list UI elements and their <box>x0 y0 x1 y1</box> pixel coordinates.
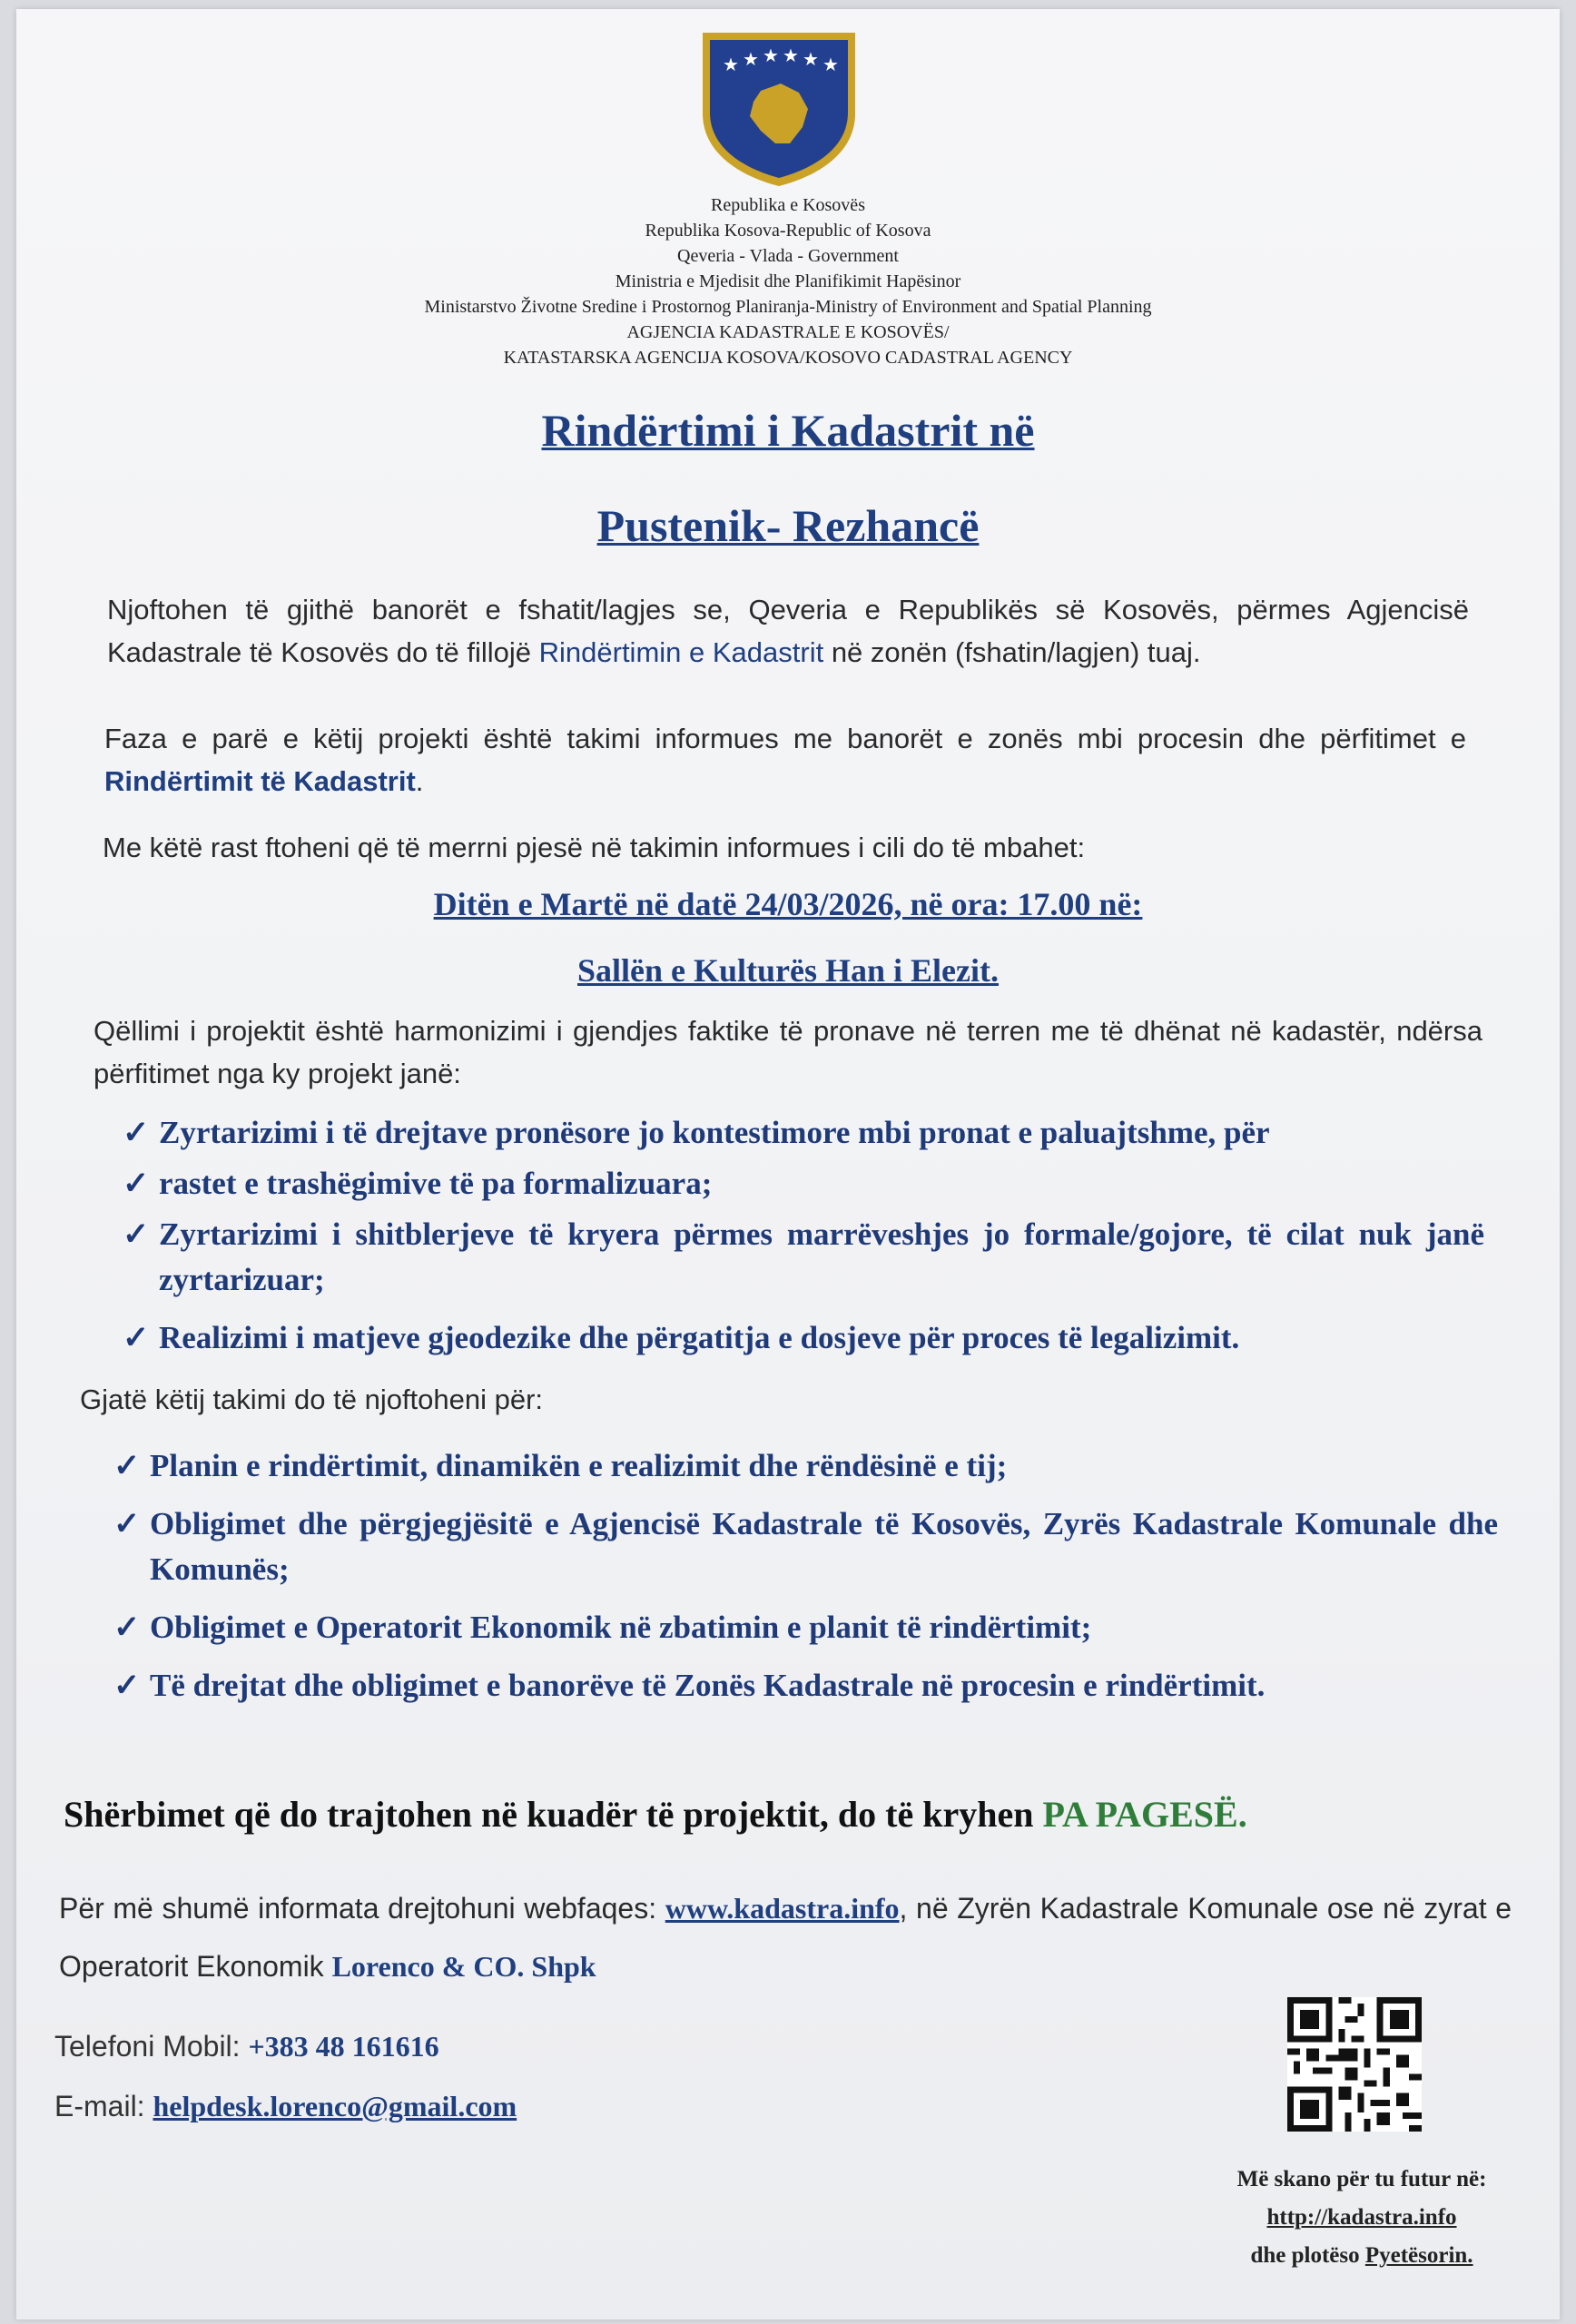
header-line: Republika Kosova-Republic of Kosova <box>645 221 931 241</box>
page-title: Rindërtimi i Kadastrit në <box>541 405 1035 456</box>
website-link[interactable]: www.kadastra.info <box>665 1892 900 1925</box>
svg-text:★: ★ <box>803 48 819 70</box>
header-line: Ministria e Mjedisit dhe Planifikimit Hapësinor <box>615 271 961 291</box>
info-text: , në Zyrën Kadastrale Komunale ose në zyrat e Operatorit Ekonomik <box>59 1892 1512 1983</box>
info-paragraph <box>59 1879 1512 1995</box>
company-name: Lorenco & CO. Shpk <box>331 1950 596 1983</box>
list-item-text: Planin e rindërtimit, dinamikën e realizimit dhe rëndësinë e tij; <box>150 1448 1008 1483</box>
svg-text:★: ★ <box>763 44 779 66</box>
checkmark-icon: ✓ <box>113 1506 141 1541</box>
list-item <box>123 1212 1484 1303</box>
header-line: AGJENCIA KADASTRALE E KOSOVËS/ <box>626 322 950 342</box>
list-item-text: Realizimi i matjeve gjeodezike dhe përgatitja e dosjeve për proces të legalizimit. <box>159 1320 1240 1355</box>
checkmark-icon: ✓ <box>113 1448 141 1483</box>
intro-highlight: Rindërtimit të Kadastrit <box>104 765 416 797</box>
svg-text:★: ★ <box>822 54 839 75</box>
svg-text:★: ★ <box>723 54 739 75</box>
meeting-date: Ditën e Martë në datë 24/03/2026, në ora: 17.00 në: <box>433 886 1143 922</box>
svg-text:★: ★ <box>743 48 759 70</box>
list-item-text: Obligimet e Operatorit Ekonomik në zbatimin e planit të rindërtimit; <box>150 1610 1092 1645</box>
checkmark-icon: ✓ <box>123 1320 150 1355</box>
qr-code-icon[interactable] <box>1287 1997 1422 2132</box>
checkmark-icon: ✓ <box>123 1216 150 1252</box>
questionnaire-link[interactable]: Pyetësorin. <box>1364 2243 1473 2268</box>
benefits-list <box>123 1110 1484 1361</box>
svg-text:★: ★ <box>783 44 799 66</box>
kosovo-coat-of-arms-icon <box>697 27 861 191</box>
phone-row <box>54 2030 439 2063</box>
checkmark-icon: ✓ <box>123 1166 150 1201</box>
list-item <box>123 1315 1484 1361</box>
meeting-place: Sallën e Kulturës Han i Elezit. <box>577 952 999 989</box>
topics-list <box>113 1443 1498 1709</box>
header-block <box>0 192 1576 370</box>
intro-paragraph-1 <box>107 588 1469 674</box>
phone-number[interactable]: +383 48 161616 <box>248 2030 439 2063</box>
header-line: Qeveria - Vlada - Government <box>677 246 899 266</box>
info-text: Për më shumë informata drejtohuni webfaqes: <box>59 1892 665 1925</box>
checkmark-icon: ✓ <box>123 1115 150 1150</box>
list-item <box>113 1663 1498 1709</box>
phone-label: Telefoni Mobil: <box>54 2030 241 2063</box>
topics-intro: Gjatë këtij takimi do të njoftoheni për: <box>80 1384 544 1415</box>
qr-line: dhe plotëso <box>1250 2243 1365 2268</box>
checkmark-icon: ✓ <box>113 1668 141 1703</box>
list-item <box>113 1605 1498 1650</box>
intro-paragraph-3: Me këtë rast ftoheni që të merrni pjesë në takimin informues i cili do të mbahet: <box>103 832 1086 863</box>
purpose-paragraph: Qëllimi i projektit është harmonizimi i gjendjes faktike të pronave në terren me të dhënat në kadastër, ndërsa përfitimet nga ky projekt janë: <box>94 1015 1482 1089</box>
intro-text: Njoftohen të gjithë banorët e fshatit/lagjes se, Qeveria e Republikës së Kosovës, përmes Agjencisë Kadastrale të Kosovës do të fillojë <box>107 594 1469 668</box>
list-item-text: Të drejtat dhe obligimet e banorëve të Zonës Kadastrale në procesin e rindërtimit. <box>150 1668 1266 1703</box>
intro-paragraph-2 <box>104 717 1466 803</box>
header-line: Ministarstvo Životne Sredine i Prostornog Planiranja-Ministry of Environment and Spatial Planning <box>424 297 1152 317</box>
intro-text: Faza e parë e këtij projekti është takimi informues me banorët e zonës mbi procesin dhe përfitimet e <box>104 723 1466 754</box>
free-of-charge-label: PA PAGESË. <box>1042 1794 1247 1835</box>
qr-instructions <box>1180 2161 1543 2275</box>
email-link[interactable]: helpdesk.lorenco@gmail.com <box>153 2090 517 2122</box>
page-subtitle: Pustenik- Rezhancë <box>596 500 980 551</box>
intro-text: . <box>415 765 424 797</box>
intro-text: në zonën (fshatin/lagjen) tuaj. <box>823 636 1201 668</box>
email-label: E-mail: <box>54 2090 145 2122</box>
services-text: Shërbimet që do trajtohen në kuadër të projektit, do të kryhen <box>64 1794 1043 1835</box>
list-item <box>113 1502 1498 1592</box>
intro-highlight: Rindërtimin e Kadastrit <box>538 636 824 668</box>
qr-url-link[interactable]: http://kadastra.info <box>1266 2205 1457 2230</box>
header-line: Republika e Kosovës <box>711 195 865 215</box>
list-item-text: Zyrtarizimi i të drejtave pronësore jo kontestimore mbi pronat e paluajtshme, për <box>159 1115 1270 1150</box>
header-line: KATASTARSKA AGENCIJA KOSOVA/KOSOVO CADASTRAL AGENCY <box>503 348 1073 368</box>
list-item-text: Zyrtarizimi i shitblerjeve të kryera përmes marrëveshjes jo formale/gojore, të cilat nuk janë zyrtarizuar; <box>159 1216 1484 1297</box>
checkmark-icon: ✓ <box>113 1610 141 1645</box>
list-item <box>113 1443 1498 1489</box>
qr-line: Më skano për tu futur në: <box>1236 2167 1487 2191</box>
services-statement <box>64 1793 1247 1836</box>
list-item-text: Obligimet dhe përgjegjësitë e Agjencisë Kadastrale të Kosovës, Zyrës Kadastrale Komunale dhe Komunës; <box>150 1506 1498 1587</box>
list-item <box>123 1161 1484 1206</box>
email-row <box>54 2090 517 2123</box>
list-item <box>123 1110 1484 1156</box>
list-item-text: rastet e trashëgimive të pa formalizuara; <box>159 1166 713 1201</box>
